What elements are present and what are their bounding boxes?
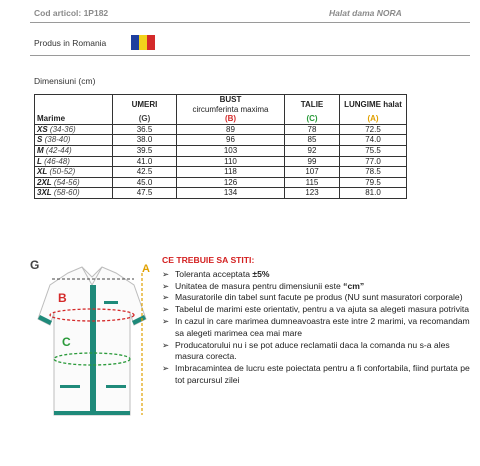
size-range: (42-44) (45, 145, 72, 155)
header-size: Marime (35, 95, 113, 125)
hem-trim (54, 411, 130, 415)
size-label: L (37, 156, 42, 166)
waist-cell: 92 (285, 145, 340, 156)
origin-divider (30, 55, 470, 56)
size-label: XS (37, 124, 48, 134)
shoulders-cell: 42.5 (113, 167, 177, 178)
size-cell (35, 188, 113, 199)
label-a: A (142, 263, 150, 275)
bullet-arrow-icon: ➢ (162, 339, 170, 350)
size-range: (58-60) (53, 188, 80, 198)
waist-cell: 115 (285, 177, 340, 188)
notes-panel (162, 255, 480, 387)
size-cell (35, 156, 113, 167)
header-bust: BUST circumferinta maxima (177, 95, 285, 115)
bust-cell: 110 (177, 156, 285, 167)
letter-c: (C) (285, 114, 340, 124)
note-item (162, 292, 480, 304)
header-shoulders: UMERI (113, 95, 177, 115)
size-label: XL (37, 167, 48, 177)
note-item (162, 304, 480, 316)
romania-flag-icon (131, 35, 155, 50)
size-label: 2XL (37, 177, 52, 187)
length-cell: 78.5 (340, 167, 407, 178)
waist-cell: 123 (285, 188, 340, 199)
size-label: S (37, 135, 43, 145)
table-row (35, 167, 407, 178)
size-label: 3XL (37, 188, 52, 198)
garment-illustration (30, 255, 160, 435)
length-cell: 81.0 (340, 188, 407, 199)
note-item (162, 269, 480, 281)
bullet-arrow-icon: ➢ (162, 304, 170, 315)
product-title: Halat dama NORA (329, 8, 402, 18)
table-row (35, 124, 407, 135)
size-range: (38-40) (44, 135, 71, 145)
notes-title: CE TREBUIE SA STITI: (162, 255, 255, 265)
waist-cell: 107 (285, 167, 340, 178)
note-text: Producatorului nu i se pot aduce reclamatii daca la comanda nu s-a ales masura corecta. (175, 339, 450, 362)
shoulders-cell: 47.5 (113, 188, 177, 199)
bust-cell: 118 (177, 167, 285, 178)
size-cell (35, 167, 113, 178)
bullet-arrow-icon: ➢ (162, 280, 170, 291)
size-range: (54-56) (53, 177, 80, 187)
bust-cell: 134 (177, 188, 285, 199)
dimensions-caption: Dimensiuni (cm) (34, 76, 96, 86)
table-row (35, 177, 407, 188)
note-text: In cazul in care marimea dumneavoastra este intre 2 marimi, va recomandam sa alegeti marimea cea mai mare (175, 315, 470, 338)
bust-cell: 103 (177, 145, 285, 156)
bust-cell: 96 (177, 135, 285, 146)
bullet-arrow-icon: ➢ (162, 363, 170, 374)
letter-a: (A) (340, 114, 407, 124)
size-range: (34-36) (49, 124, 76, 134)
shoulders-cell: 39.5 (113, 145, 177, 156)
shoulders-cell: 45.0 (113, 177, 177, 188)
waist-cell: 78 (285, 124, 340, 135)
length-cell: 75.5 (340, 145, 407, 156)
length-cell: 72.5 (340, 124, 407, 135)
header-waist: TALIE (285, 95, 340, 115)
table-row (35, 188, 407, 199)
pocket-trim-right (106, 385, 126, 388)
chest-pocket-trim (104, 301, 118, 304)
size-range: (50-52) (49, 167, 76, 177)
note-text: Imbracamintea de lucru este poiectata pentru a fi confortabila, fiind purtata pe tot parcursul zilei (175, 363, 470, 385)
bust-cell: 89 (177, 124, 285, 135)
shoulders-cell: 41.0 (113, 156, 177, 167)
length-cell: 77.0 (340, 156, 407, 167)
waist-cell: 85 (285, 135, 340, 146)
bust-cell: 126 (177, 177, 285, 188)
bullet-arrow-icon: ➢ (162, 292, 170, 303)
size-table (34, 94, 407, 199)
bullet-arrow-icon: ➢ (162, 268, 170, 279)
size-label: M (37, 145, 44, 155)
header-divider (30, 22, 470, 23)
note-item (162, 340, 480, 364)
letter-g: (G) (113, 114, 177, 124)
note-item (162, 281, 480, 293)
shoulders-cell: 38.0 (113, 135, 177, 146)
note-text: Unitatea de masura pentru dimensiunii este “cm” (175, 280, 365, 291)
letter-b: (B) (177, 114, 285, 124)
note-item (162, 363, 480, 387)
length-cell: 79.5 (340, 177, 407, 188)
garment-placket (90, 285, 96, 415)
table-row (35, 156, 407, 167)
size-cell (35, 135, 113, 146)
waist-cell: 99 (285, 156, 340, 167)
note-item (162, 316, 480, 340)
label-c: C (62, 335, 71, 349)
note-text: Masuratorile din tabel sunt facute pe produs (NU sunt masuratori corporale) (175, 292, 463, 303)
pocket-trim-left (60, 385, 80, 388)
length-cell: 74.0 (340, 135, 407, 146)
size-cell (35, 145, 113, 156)
size-range: (46-48) (44, 156, 70, 166)
size-cell (35, 177, 113, 188)
label-g: G (30, 258, 40, 272)
table-row (35, 135, 407, 146)
product-code: Cod articol: 1P182 (34, 8, 109, 18)
table-row (35, 145, 407, 156)
label-b: B (58, 291, 67, 305)
origin-label: Produs in Romania (34, 38, 107, 48)
notes-list (162, 269, 480, 387)
shoulders-cell: 36.5 (113, 124, 177, 135)
header-length: LUNGIME halat (340, 95, 407, 115)
garment-drawing (30, 255, 160, 435)
size-cell (35, 124, 113, 135)
note-text: Tabelul de marimi este orientativ, pentru a va ajuta sa alegeti masura potrivita (175, 304, 470, 315)
note-text: Toleranta acceptata ±5% (175, 268, 270, 279)
bullet-arrow-icon: ➢ (162, 315, 170, 326)
